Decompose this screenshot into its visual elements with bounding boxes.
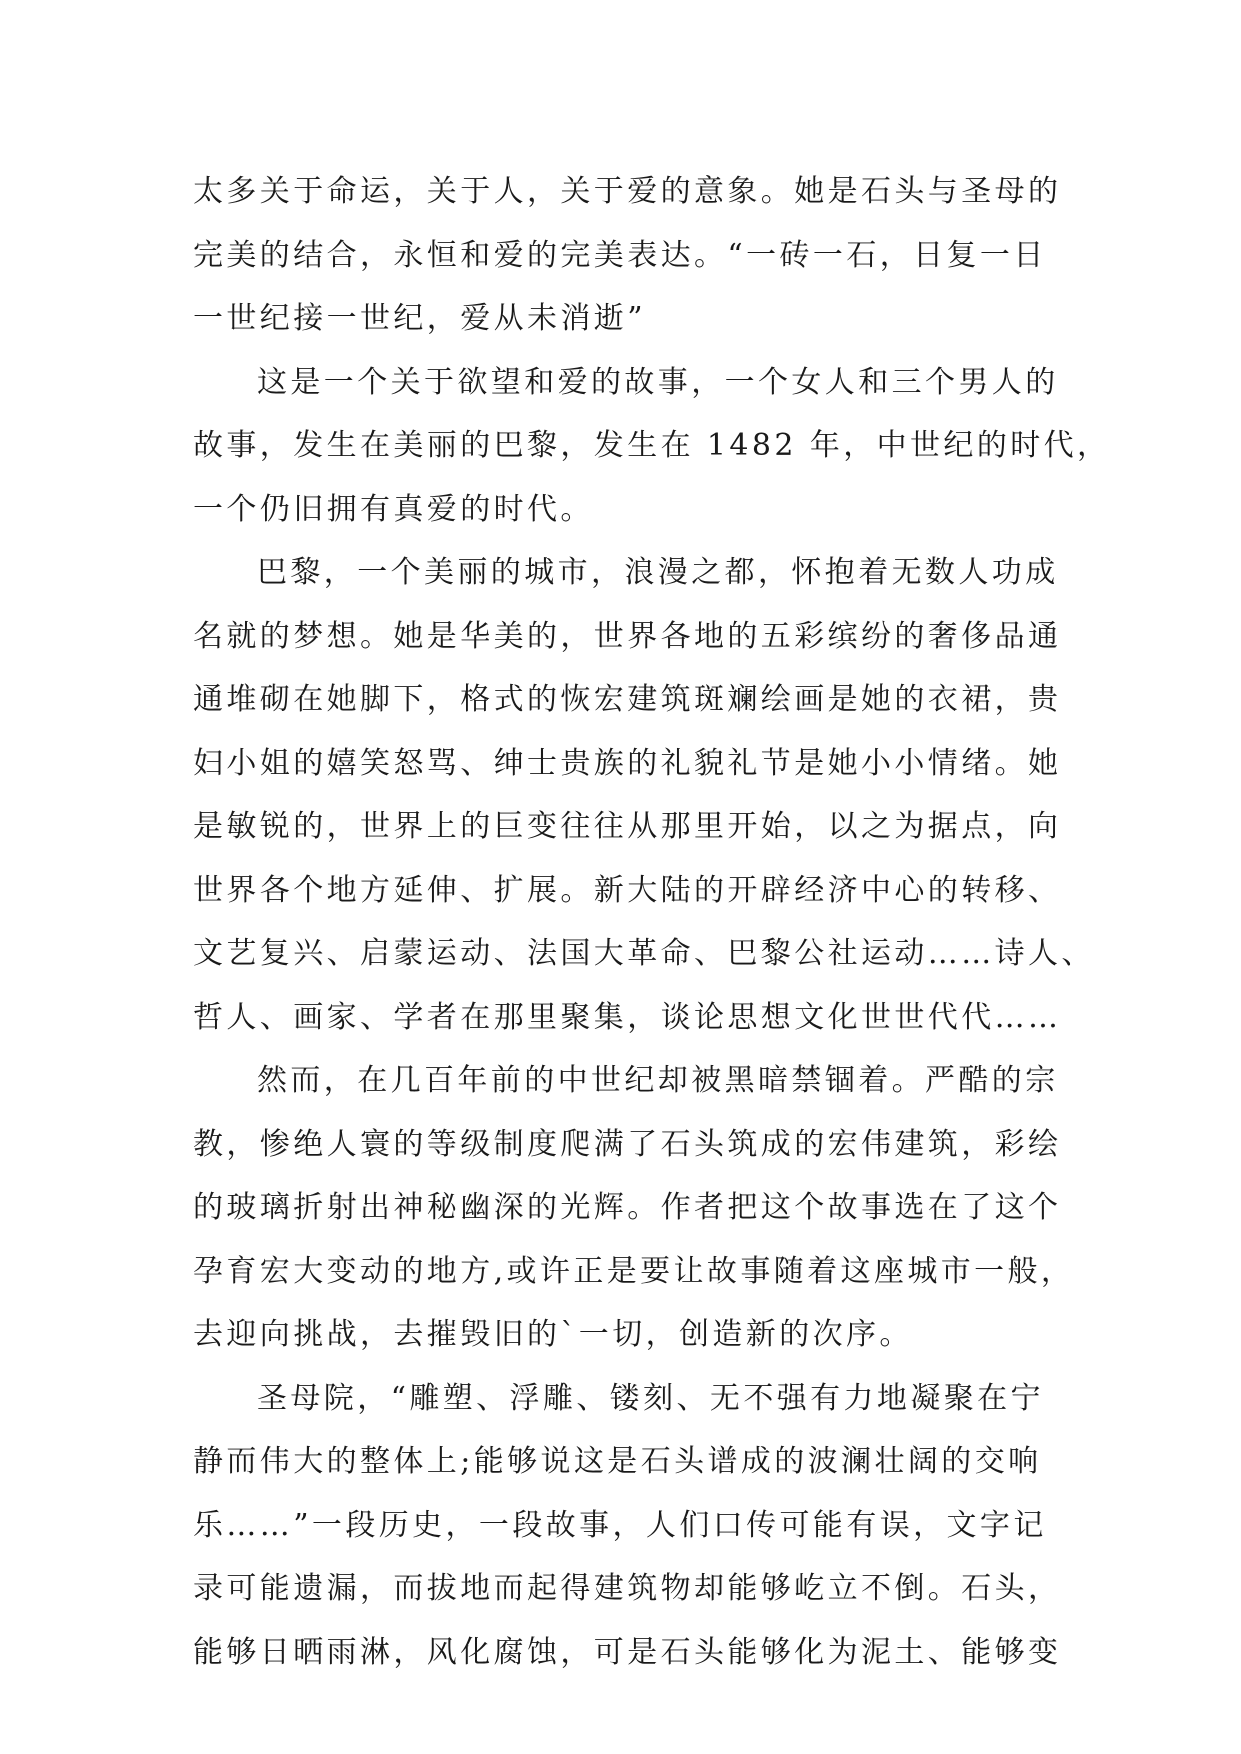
text-line: 的玻璃折射出神秘幽深的光辉。作者把这个故事选在了这个 (193, 1190, 1062, 1225)
text-line: 静而伟大的整体上;能够说这是石头谱成的波澜壮阔的交响 (193, 1444, 1042, 1479)
paragraph-first-line: 这是一个关于欲望和爱的故事，一个女人和三个男人的 (257, 364, 1059, 400)
text-line: 完美的结合，永恒和爱的完美表达。“一砖一石，日复一日 (193, 237, 1047, 273)
text-line: 去迎向挑战，去摧毁旧的`一切，创造新的次序。 (193, 1317, 913, 1352)
text-line: 太多关于命运，关于人，关于爱的意象。她是石头与圣母的 (193, 174, 1062, 209)
paragraph-first-line: 然而，在几百年前的中世纪却被黑暗禁锢着。严酷的宗 (257, 1063, 1059, 1098)
text-line: 文艺复兴、启蒙运动、法国大革命、巴黎公社运动……诗人、 (193, 936, 1095, 971)
text-line: 通堆砌在她脚下，格式的恢宏建筑斑斓绘画是她的衣裙，贵 (193, 682, 1062, 717)
text-line: 孕育宏大变动的地方,或许正是要让故事随着这座城市一般， (193, 1253, 1075, 1289)
text-line: 哲人、画家、学者在那里聚集，谈论思想文化世世代代…… (193, 999, 1062, 1035)
text-line: 世界各个地方延伸、扩展。新大陆的开辟经济中心的转移、 (193, 872, 1062, 908)
text-line: 妇小姐的嬉笑怒骂、绅士贵族的礼貌礼节是她小小情绪。她 (193, 745, 1062, 781)
paragraph-first-line: 圣母院，“雕塑、浮雕、镂刻、无不强有力地凝聚在宁 (257, 1380, 1044, 1416)
text-line: 名就的梦想。她是华美的，世界各地的五彩缤纷的奢侈品通 (193, 618, 1062, 654)
text-line: 乐……”一段历史，一段故事，人们口传可能有误，文字记 (193, 1507, 1047, 1543)
text-line: 一个仍旧拥有真爱的时代。 (193, 491, 594, 527)
text-line: 教，惨绝人寰的等级制度爬满了石头筑成的宏伟建筑，彩绘 (193, 1126, 1062, 1162)
text-line: 能够日晒雨淋，风化腐蚀，可是石头能够化为泥土、能够变 (193, 1634, 1062, 1670)
text-line: 一世纪接一世纪，爱从未消逝” (193, 301, 646, 336)
text-line: 录可能遗漏，而拔地而起得建筑物却能够屹立不倒。石头， (193, 1571, 1062, 1606)
text-line: 故事，发生在美丽的巴黎，发生在 1482 年，中世纪的时代， (193, 428, 1111, 463)
body-text (193, 160, 1111, 1684)
paragraph-first-line: 巴黎，一个美丽的城市，浪漫之都，怀抱着无数人功成 (257, 555, 1059, 590)
text-line: 是敏锐的，世界上的巨变往往从那里开始，以之为据点，向 (193, 809, 1062, 844)
